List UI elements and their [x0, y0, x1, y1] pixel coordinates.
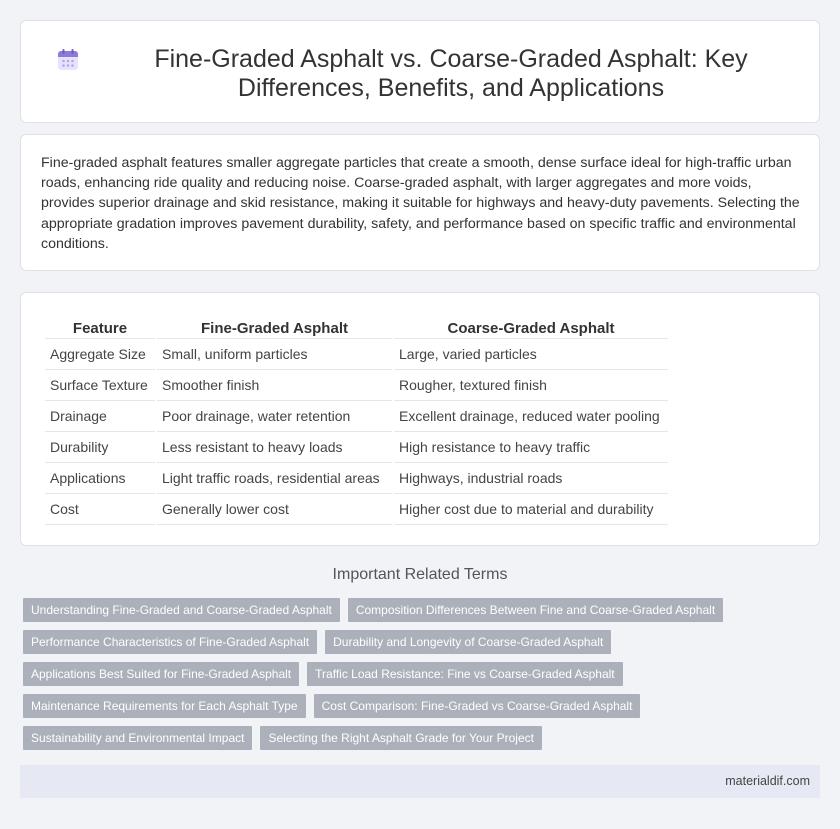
table-cell: Small, uniform particles: [157, 341, 392, 370]
table-cell: Light traffic roads, residential areas: [157, 465, 392, 494]
related-term-tag[interactable]: Cost Comparison: Fine-Graded vs Coarse-Graded Asphalt: [314, 694, 641, 718]
table-cell: Poor drainage, water retention: [157, 403, 392, 432]
related-term-tag[interactable]: Selecting the Right Asphalt Grade for Your Project: [260, 726, 542, 750]
intro-card: [20, 134, 820, 271]
table-row: [45, 434, 668, 463]
tag-row: [23, 726, 823, 750]
header-card: [20, 20, 820, 123]
related-terms-list: [23, 598, 823, 758]
related-term-tag[interactable]: Maintenance Requirements for Each Asphalt Type: [23, 694, 306, 718]
table-cell: Generally lower cost: [157, 496, 392, 525]
tag-row: [23, 598, 823, 622]
table-header-row: [45, 317, 668, 339]
table-cell: Durability: [45, 434, 155, 463]
table-cell: Excellent drainage, reduced water pooling: [394, 403, 668, 432]
table-row: [45, 372, 668, 401]
tag-row: [23, 630, 823, 654]
related-term-tag[interactable]: Performance Characteristics of Fine-Graded Asphalt: [23, 630, 317, 654]
table-header-coarse: Coarse-Graded Asphalt: [394, 317, 668, 339]
related-term-tag[interactable]: Composition Differences Between Fine and Coarse-Graded Asphalt: [348, 598, 723, 622]
comparison-table: [43, 315, 670, 527]
related-term-tag[interactable]: Applications Best Suited for Fine-Graded Asphalt: [23, 662, 299, 686]
table-cell: Rougher, textured finish: [394, 372, 668, 401]
table-cell: Surface Texture: [45, 372, 155, 401]
table-cell: Large, varied particles: [394, 341, 668, 370]
page-title: Fine-Graded Asphalt vs. Coarse-Graded Asphalt: Key Differences, Benefits, and Applications: [154, 45, 748, 102]
related-term-tag[interactable]: Durability and Longevity of Coarse-Graded Asphalt: [325, 630, 611, 654]
tag-row: [23, 662, 823, 686]
table-cell: Drainage: [45, 403, 155, 432]
table-row: [45, 403, 668, 432]
related-term-tag[interactable]: Traffic Load Resistance: Fine vs Coarse-Graded Asphalt: [307, 662, 622, 686]
table-header-feature: Feature: [45, 317, 155, 339]
table-row: [45, 496, 668, 525]
related-terms-title: Important Related Terms: [332, 566, 508, 583]
related-term-tag[interactable]: Understanding Fine-Graded and Coarse-Graded Asphalt: [23, 598, 340, 622]
table-cell: Less resistant to heavy loads: [157, 434, 392, 463]
table-cell: Smoother finish: [157, 372, 392, 401]
table-row: [45, 465, 668, 494]
table-cell: Aggregate Size: [45, 341, 155, 370]
comparison-table-card: [20, 292, 820, 546]
table-cell: High resistance to heavy traffic: [394, 434, 668, 463]
footer-site-name[interactable]: materialdif.com: [725, 774, 810, 788]
related-term-tag[interactable]: Sustainability and Environmental Impact: [23, 726, 252, 750]
table-cell: Highways, industrial roads: [394, 465, 668, 494]
tag-row: [23, 694, 823, 718]
table-cell: Cost: [45, 496, 155, 525]
calendar-icon: [56, 48, 80, 72]
intro-paragraph: Fine-graded asphalt features smaller aggregate particles that create a smooth, dense surface ideal for high-traffic urban roads, enhancing ride quality and reducing noise. Coarse-graded asphalt, with larger aggregates and more voids, provides superior drainage and skid resistance, making it suitable for highways and heavy-duty pavements. Selecting the appropriate gradation improves pavement durability, safety, and performance based on specific traffic and environmental conditions.: [41, 155, 800, 252]
table-cell: Applications: [45, 465, 155, 494]
table-cell: Higher cost due to material and durability: [394, 496, 668, 525]
table-header-fine: Fine-Graded Asphalt: [157, 317, 392, 339]
table-row: [45, 341, 668, 370]
footer: [20, 765, 820, 798]
